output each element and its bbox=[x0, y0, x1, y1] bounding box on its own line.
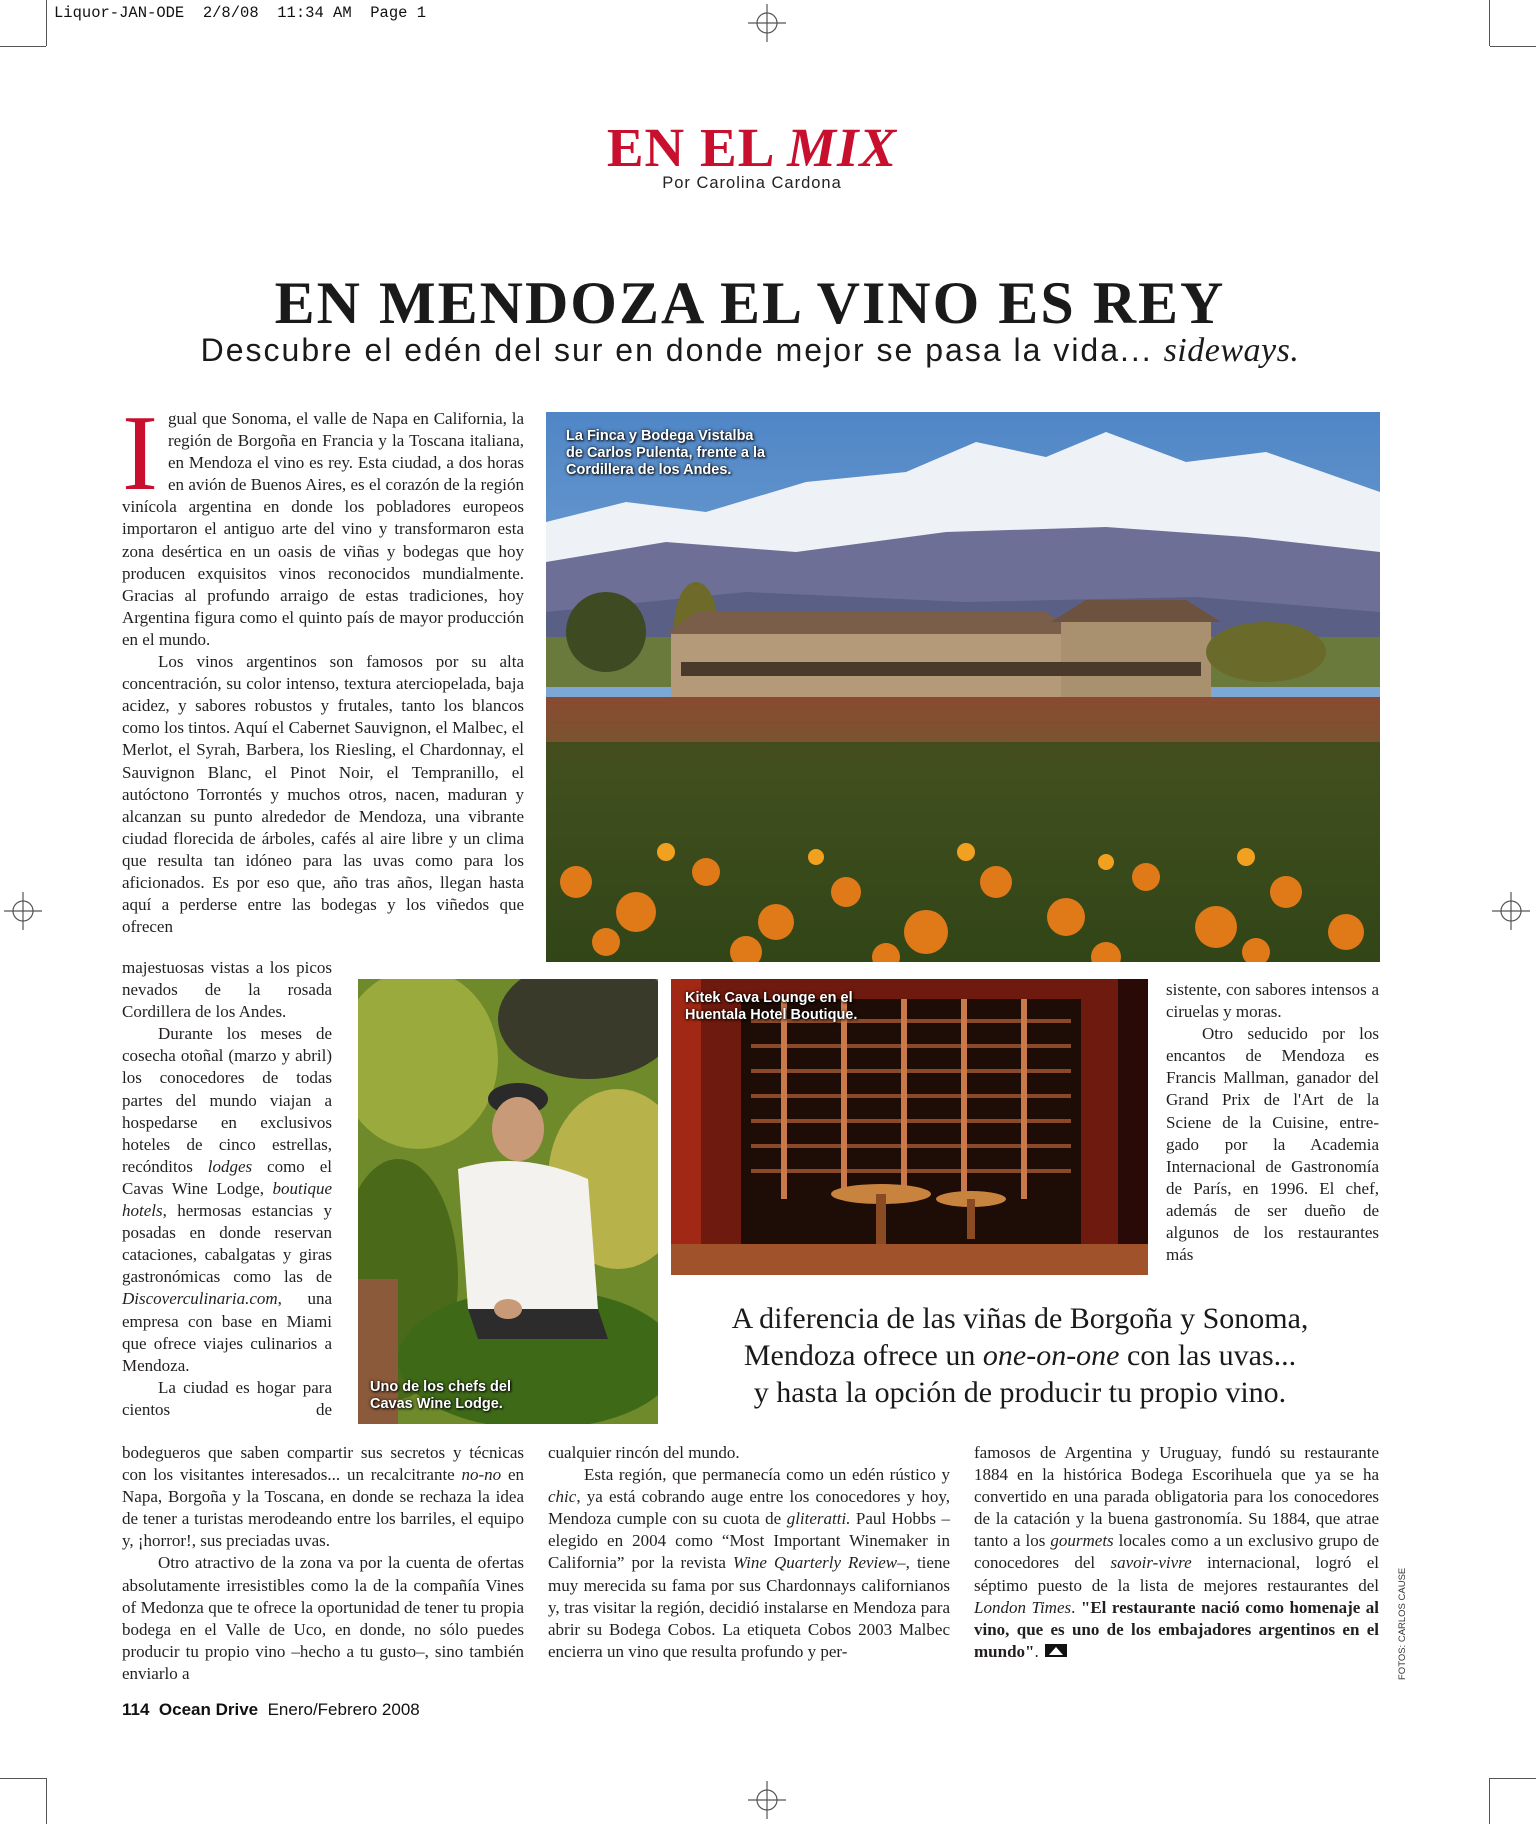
text-run: . bbox=[1071, 1597, 1081, 1617]
subheadline-emph: sideways. bbox=[1163, 332, 1300, 369]
photo-credit: FOTOS: CARLOS CAUSE bbox=[1397, 1567, 1408, 1680]
article-paragraph bbox=[122, 1023, 332, 1377]
registration-mark-icon bbox=[748, 4, 786, 42]
text-run-italic: chic bbox=[548, 1487, 577, 1507]
text-run: locales como a un exclusivo grupo de conocedores del bbox=[974, 1531, 1379, 1573]
pull-quote-line: A diferencia de las viñas de Borgoña y Sonoma, bbox=[731, 1302, 1309, 1335]
text-run: bodegueros que saben compartir sus secretos y técnicas con los visitantes interesados... un recalcitrante bbox=[122, 1443, 524, 1485]
text-run-italic: no-no bbox=[461, 1465, 502, 1485]
article-paragraph: Otro seducido por los encantos de Mendoza es Francis Mallman, ganador del Grand Prix de l'Art de la Sciene de la Cuisine, entregado por la Academia Internacional de Gastronomía de París, en 1996. El chef, además de ser dueño de algunos de los restaurantes más bbox=[1166, 1024, 1379, 1265]
chef-photo bbox=[358, 979, 658, 1424]
article-paragraph: Otro atractivo de la zona va por la cuenta de ofertas absolutamente irresistibles como la de la compañía Vines of Medonza que te ofrece la oportunidad de tener tu propia bodega en el Valle de Uco, en donde, no sólo puedes producir tu propio vino –hecho a tu gusto–, sino también enviarlo a bbox=[122, 1553, 524, 1683]
article-column-3-top bbox=[1166, 979, 1379, 1266]
page-number: 114 bbox=[122, 1700, 150, 1719]
text-run: con las uvas... bbox=[1119, 1339, 1297, 1372]
article-column-3-bottom bbox=[974, 1442, 1379, 1663]
section-title-prefix: EN EL bbox=[606, 117, 788, 178]
quote-text: "El restaurante nació como homenaje al vino, que es uno de los embajadores argentinos en el mundo" bbox=[974, 1597, 1380, 1661]
text-run-italic: boutique hotels bbox=[122, 1178, 332, 1221]
pull-quote-line: y hasta la opción de producir tu propio vino. bbox=[753, 1376, 1287, 1409]
article-paragraph: majestuosas vistas a los picos nevados de la rosada Cordillera de los Andes. bbox=[122, 958, 332, 1022]
chef-photo-caption: Uno de los chefs del Cavas Wine Lodge. bbox=[370, 1379, 511, 1412]
text-run: famosos de Argentina y Uruguay, fundó su restaurante 1884 en la histórica Bodega Escorihuela que ya se ha convertido en una parada obligatoria para los conocedores de la catación y la buena gastronomía. Su 1884, que atrae tanto a los bbox=[974, 1443, 1379, 1551]
text-run: , hermosas estancias y posadas en donde reservan cataciones, cabalgatas y giras gastronómicas como las de bbox=[122, 1201, 332, 1287]
page-folio bbox=[122, 1700, 420, 1720]
section-title bbox=[0, 118, 1504, 178]
vineyard-photo bbox=[546, 412, 1380, 962]
article-paragraph bbox=[122, 1442, 524, 1552]
text-run-italic: lodges bbox=[207, 1156, 253, 1176]
issue-date: Enero/Febrero 2008 bbox=[267, 1700, 420, 1719]
magazine-name: Ocean Drive bbox=[158, 1700, 259, 1719]
article-paragraph: La ciudad es hogar para cientos de bbox=[122, 1377, 332, 1419]
article-column-1-top bbox=[122, 394, 524, 938]
text-run: Paul Hobbs –elegido en 2004 como “Most Important Winemaker in California” por la revista bbox=[548, 1509, 950, 1573]
article-paragraph: sistente, con sabores intensos a ciruelas y moras. bbox=[1166, 980, 1379, 1022]
text-run-italic: gourmets bbox=[1050, 1531, 1114, 1551]
text-run: en Napa, Borgoña y la Toscana, en donde se rechaza la idea de tener a turistas merodeando entre los barriles, el equipo y, ¡horror!, sus preciadas uvas. bbox=[122, 1465, 524, 1551]
text-run: , una empresa con base en Miami que ofrece viajes culinarios a Mendoza. bbox=[122, 1289, 332, 1375]
subheadline-text: Descubre el edén del sur en donde mejor se pasa la vida... bbox=[200, 332, 1164, 368]
wine-cellar-photo-caption: Kitek Cava Lounge en el Huentala Hotel Boutique. bbox=[685, 990, 858, 1023]
registration-mark-icon bbox=[4, 892, 42, 930]
text-run-italic: Discoverculinaria.com bbox=[122, 1289, 278, 1309]
text-run: , ya está cobrando auge entre los conocedores y hoy, Mendoza cumple con su cuota de bbox=[548, 1487, 950, 1529]
pull-quote bbox=[680, 1300, 1360, 1411]
text-run-italic: savoir-vivre bbox=[1110, 1553, 1192, 1573]
article-paragraph bbox=[974, 1442, 1379, 1663]
pull-quote-line bbox=[680, 1337, 1360, 1374]
section-title-emph: MIX bbox=[787, 117, 898, 178]
headline: EN MENDOZA EL VINO ES REY bbox=[274, 270, 1226, 336]
text-run-italic: Wine Quarterly Review bbox=[732, 1553, 898, 1573]
registration-mark-icon bbox=[748, 1781, 786, 1819]
text-run-italic: gliteratti. bbox=[786, 1509, 851, 1529]
drop-cap: I bbox=[122, 394, 158, 513]
subheadline bbox=[0, 328, 1500, 373]
byline: Por Carolina Cardona bbox=[662, 174, 842, 192]
text-run: Mendoza ofrece un bbox=[743, 1339, 983, 1372]
text-run: . bbox=[1034, 1641, 1039, 1661]
ocean-drive-end-icon bbox=[1045, 1644, 1067, 1657]
text-run: como el Cavas Wine Lodge, bbox=[122, 1156, 332, 1198]
article-column-2 bbox=[548, 1442, 950, 1663]
text-run-italic: one-on-one bbox=[982, 1339, 1120, 1372]
vineyard-photo-caption: La Finca y Bodega Vistalba de Carlos Pulenta, frente a la Cordillera de los Andes. bbox=[566, 428, 766, 478]
article-column-1-bottom bbox=[122, 1442, 524, 1685]
text-run: Durante los meses de cosecha otoñal (marzo y abril) los conocedores de todas partes del mundo viajan a hospedarse en exclusivos hoteles de cinco estrellas, recónditos bbox=[122, 1024, 332, 1176]
text-run: Esta región, que permanecía como un edén rústico y bbox=[584, 1465, 950, 1485]
article-paragraph bbox=[548, 1464, 950, 1663]
registration-mark-icon bbox=[1492, 892, 1530, 930]
article-paragraph: cualquier rincón del mundo. bbox=[548, 1443, 740, 1462]
article-paragraph-text: gual que Sonoma, el valle de Napa en California, la región de Borgoña en Francia y la Toscana italiana, en Mendoza el vino es rey. Esta ciudad, a dos horas en avión de Buenos Aires, es el corazón de la región vinícola argentina en donde los pobladores europeos importaron el antiguo arte del vino y transformaron esta zona desértica en un oasis de viñas y bodegas que hoy producen exquisitos vinos reconocidos mundialmente. Gracias al profundo arraigo de estas tradiciones, hoy Argentina figura como el quinto país de mayor producción en el mundo. bbox=[122, 409, 524, 649]
text-run: internacional, logró el séptimo puesto de la lista de mejores restaurantes del bbox=[974, 1553, 1379, 1595]
article-paragraph: Los vinos argentinos son famosos por su alta concentración, su color intenso, textura aterciopelada, baja acidez, y sabores robustos y frutales, tanto los blancos como los tintos. Aquí el Cabernet Sauvignon, el Malbec, el Merlot, el Syrah, Barbera, los Riesling, el Chardonnay, el Sauvignon Blanc, el Pinot Noir, el Tempranillo, el autóctono Torrontés y muchos otros, nacen, maduran y alcanzan su punto alrededor de Mendoza, una vibrante ciudad florecida de árboles, cafés al aire libre y un clima que resulta tan idóneo para las uvas como para los aficionados. Es por eso que, año tras años, llegan hasta aquí a perderse entre las bodegas y los viñedos que ofrecen bbox=[122, 652, 524, 937]
text-run: –, tiene muy merecida su fama por sus Chardonnays californianos y, tras visitar la región, decidió instalarse en Mendoza para abrir su Bodega Cobos. La etiqueta Cobos 2003 Malbec encierra un vino que resulta profundo y per- bbox=[548, 1553, 950, 1661]
article-column-1-narrow bbox=[122, 957, 332, 1421]
print-slug: Liquor-JAN-ODE 2/8/08 11:34 AM Page 1 bbox=[54, 4, 427, 22]
article-paragraph bbox=[122, 394, 524, 651]
text-run-italic: London Times bbox=[974, 1597, 1072, 1617]
